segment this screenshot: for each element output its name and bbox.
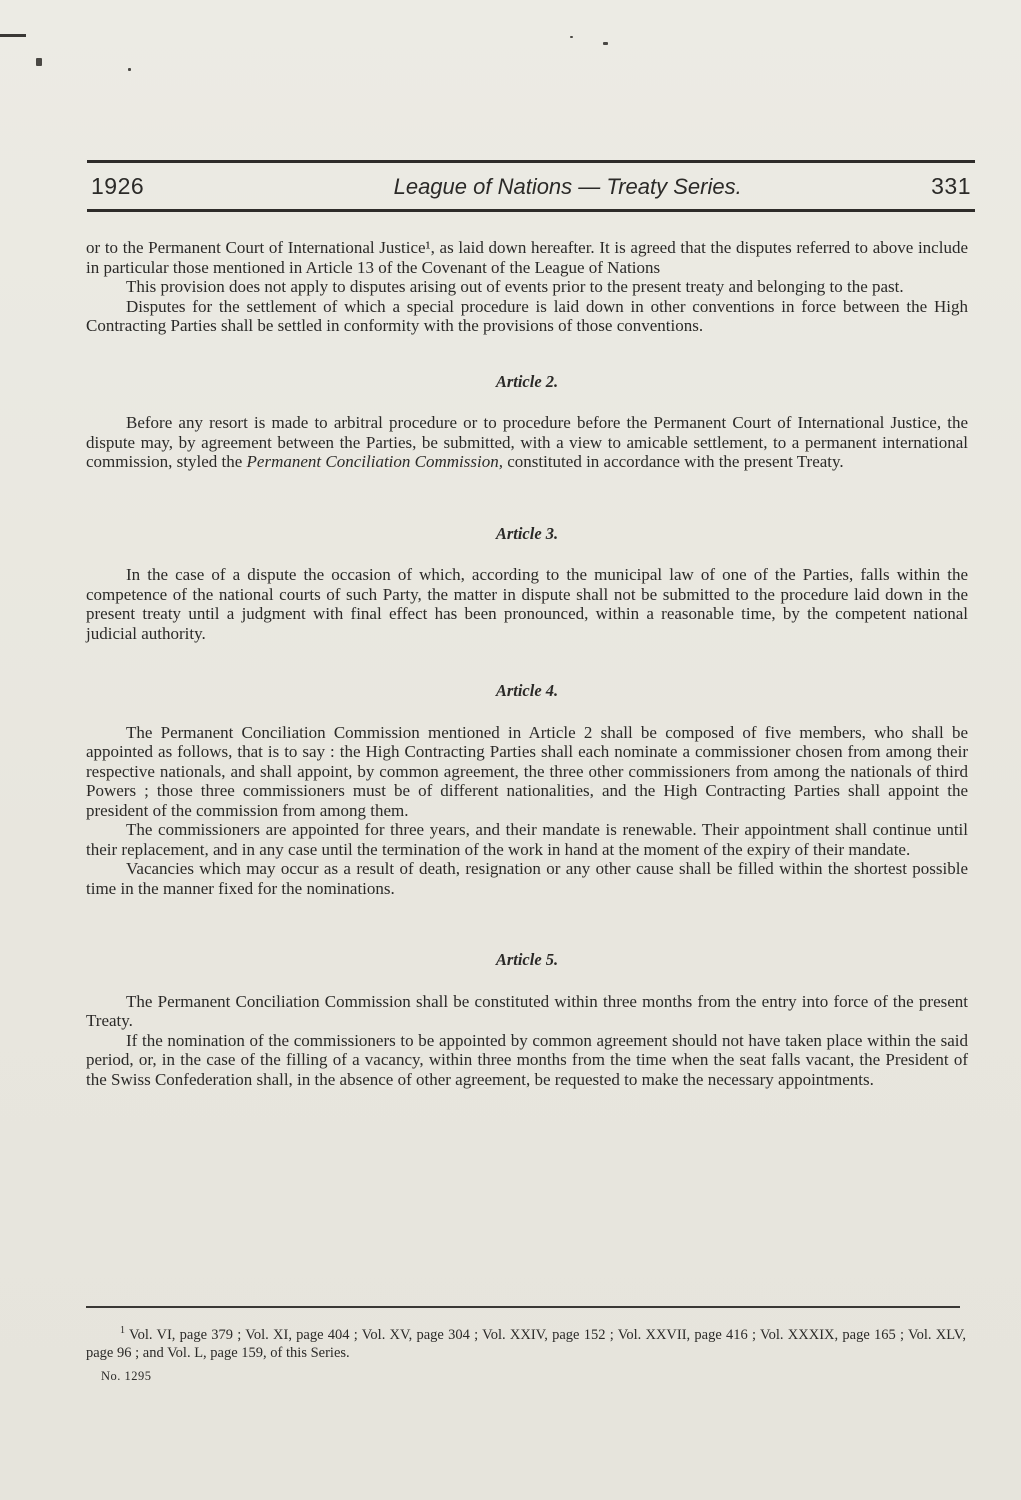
header-title: League of Nations — Treaty Series. <box>393 174 742 199</box>
article-4-paragraph-1: The Permanent Conciliation Commission mentioned in Article 2 shall be composed of five members, who shall be appointed as follows, that is to say : the High Contracting Parties shall each nominate a commissioner chosen from among their respective nationals, and shall appoint, by common agreement, the three other commissioners from among the nationals of third Powers ; those three commissioners must be of different nationalities, and the High Contracting Parties shall appoint the president of the commission from among them. <box>86 722 968 820</box>
scan-speck <box>603 42 608 45</box>
footnotes <box>86 1322 966 1362</box>
article-2-heading: Article 2. <box>495 371 559 391</box>
article-4-paragraph-3: Vacancies which may occur as a result of death, resignation or any other cause shall be filled within the shortest possible time in the manner fixed for the nominations. <box>86 859 968 898</box>
article-5-paragraph-2: If the nomination of the commissioners to be appointed by common agreement should not have taken place within the said period, or, in the case of the filling of a vacancy, within three months from the time when the seat falls vacant, the President of the Swiss Confederation shall, in the absence of other agreement, be requested to make the necessary appointments. <box>86 1030 968 1089</box>
paragraph-continuation: or to the Permanent Court of International Justice¹, as laid down hereafter. It is agreed that the disputes referred to above include in particular those mentioned in Article 13 of the Covenant of the League of Nations <box>86 238 968 277</box>
article-5-heading: Article 5. <box>495 950 559 969</box>
scan-edge-mark <box>0 34 26 37</box>
article-2-term: Permanent Conciliation Commission, <box>246 452 503 471</box>
header-rule-bottom <box>87 209 975 212</box>
page-number: 331 <box>931 173 971 199</box>
article-2-text-after: constituted in accordance with the present Treaty. <box>507 452 844 471</box>
header-rule-top <box>87 160 975 163</box>
article-4-paragraph-2: The commissioners are appointed for three years, and their mandate is renewable. Their appointment shall continue until their replacement, and in any case until the termination of the work in hand at the moment of the expiry of their mandate. <box>86 820 968 859</box>
article-5-paragraph-1: The Permanent Conciliation Commission shall be constituted within three months from the entry into force of the present Treaty. <box>86 991 968 1030</box>
footnote-marker: 1 <box>120 1325 125 1336</box>
paragraph-not-apply: This provision does not apply to disputes arising out of events prior to the present treaty and belonging to the past. <box>126 277 904 296</box>
document-body <box>86 238 968 1089</box>
running-header <box>87 160 975 212</box>
scan-speck <box>128 68 131 71</box>
document-number: No. 1295 <box>101 1369 152 1383</box>
article-3-paragraph: In the case of a dispute the occasion of which, according to the municipal law of one of the Parties, falls within the competence of the national courts of such Party, the matter in dispute shall not be submitted to the procedure laid down in the present treaty until a judgment with final effect has been pronounced, within a reasonable time, by the competent national judicial authority. <box>86 565 968 643</box>
article-3-heading: Article 3. <box>495 523 559 543</box>
footnote-text: Vol. VI, page 379 ; Vol. XI, page 404 ; Vol. XV, page 304 ; Vol. XXIV, page 152 ; Vol. XXVII, page 416 ; Vol. XXXIX, page 165 ; Vol. XLV, page 96 ; and Vol. L, page 159, of this Series. <box>86 1326 966 1361</box>
article-4-heading: Article 4. <box>495 681 559 700</box>
paragraph-special-procedure: Disputes for the settlement of which a special procedure is laid down in other conventions in force between the High Contracting Parties shall be settled in conformity with the provisions of those conventions. <box>86 296 968 335</box>
footnote-1 <box>86 1322 966 1362</box>
header-year: 1926 <box>91 173 145 199</box>
footnote-rule <box>86 1306 960 1308</box>
scan-speck <box>570 36 573 38</box>
article-2-text-before: Before any resort is made to arbitral procedure or to procedure before the Permanent Court of International Justice, the dispute may, by agreement between the Parties, be submitted, with a view to amicable settlement, to a permanent international commission, styled the <box>86 413 968 471</box>
scan-speck <box>36 58 42 66</box>
article-2-paragraph <box>86 413 968 472</box>
